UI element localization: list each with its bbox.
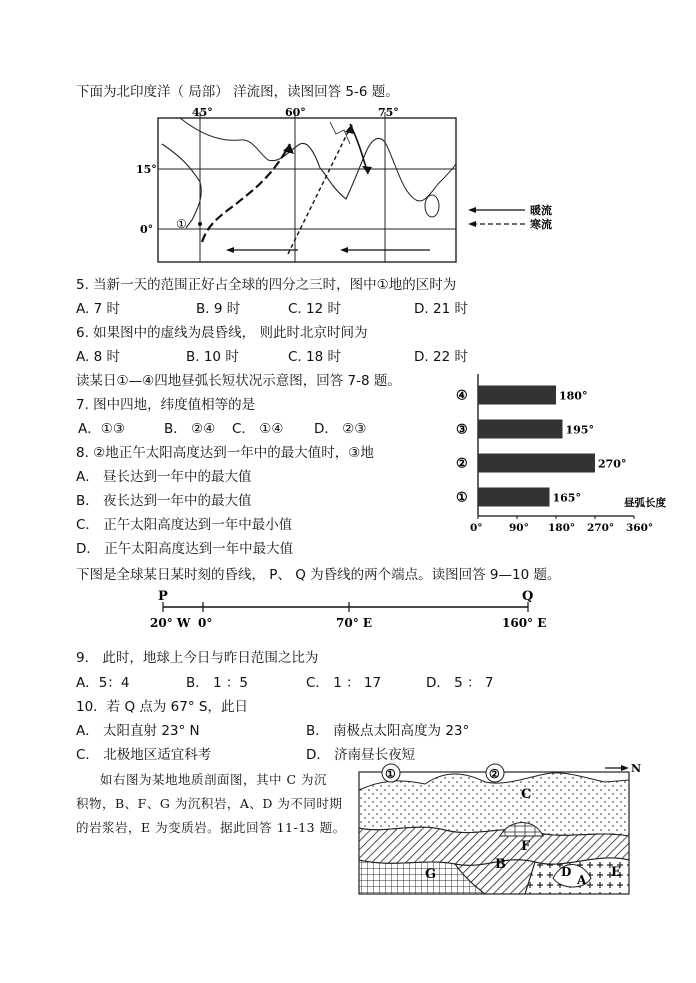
x-tick-label: 270° <box>587 522 615 534</box>
label-d: D <box>561 865 572 879</box>
bar-2 <box>478 420 563 439</box>
geo-marker-2: ② <box>489 767 500 781</box>
intro-9-10: 下图是全球某日某时刻的昏线， P、 Q 为昏线的两个端点。读图回答 9—10 题。 <box>76 567 561 583</box>
q5-stem: 5. 当新一天的范围正好占全球的四分之三时，图中①地的区时为 <box>76 277 457 293</box>
north-label: N <box>631 762 642 775</box>
q9-option-b: B． 1 ：5 <box>186 675 249 691</box>
terminator-dashed <box>288 128 350 254</box>
q9-option-a: A．5：4 <box>76 675 130 691</box>
category-label: ① <box>456 490 468 506</box>
q10-option-c: C． 北极地区适宜科考 <box>76 747 212 763</box>
intro-7-8: 读某日①—④四地昼弧长短状况示意图，回答 7-8 题。 <box>76 373 401 389</box>
arabia-coast <box>180 118 268 160</box>
geo-marker-1: ① <box>385 767 396 781</box>
marker-1: ① <box>176 217 187 231</box>
lon-60: 60° <box>285 106 306 119</box>
value-label: 270° <box>598 457 627 471</box>
sri-lanka <box>425 195 439 217</box>
value-label: 180° <box>559 389 588 403</box>
q6-stem: 6. 如果图中的虚线为晨昏线， 则此时北京时间为 <box>76 325 368 341</box>
q5-option-b: B. 9 时 <box>196 301 241 317</box>
lat-15: 15° <box>136 163 157 176</box>
lat-0: 0° <box>140 223 154 236</box>
bar-4 <box>478 488 550 507</box>
label-e: E <box>611 865 621 880</box>
q9-option-c: C． 1 ： 17 <box>306 675 382 691</box>
label-f: F <box>521 839 531 854</box>
x-tick-label: 180° <box>548 522 576 534</box>
q8-stem: 8. ②地正午太阳高度达到一年中的最大值时，③地 <box>76 445 374 461</box>
tick-20w: 20° W <box>150 616 191 630</box>
label-b: B <box>495 857 506 872</box>
pq-terminator-diagram <box>140 586 570 634</box>
q7-option-b: B． ②④ <box>164 421 216 437</box>
value-label: 165° <box>552 491 581 505</box>
q8-option-d: D． 正午太阳高度达到一年中最大值 <box>76 541 294 557</box>
lon-75: 75° <box>378 106 399 119</box>
x-tick-label: 360° <box>626 522 654 534</box>
q10-option-b: B． 南极点太阳高度为 23° <box>306 723 470 739</box>
q6-option-c: C. 18 时 <box>288 349 341 365</box>
bar-1 <box>478 386 556 405</box>
q8-option-c: C． 正午太阳高度达到一年中最小值 <box>76 517 293 533</box>
label-a: A <box>577 873 587 887</box>
q10-stem: 10．若 Q 点为 67° S，此日 <box>76 699 248 715</box>
bay-coast <box>386 144 456 201</box>
ocean-current-map <box>136 104 600 264</box>
lon-45: 45° <box>192 106 213 119</box>
q7-option-a: A．①③ <box>78 421 125 437</box>
p-label: P <box>158 589 168 604</box>
label-c: C <box>521 787 532 802</box>
tick-0: 0° <box>198 616 213 630</box>
q9-stem: 9． 此时，地球上今日与昨日范围之比为 <box>76 650 319 666</box>
q6-option-d: D. 22 时 <box>414 349 468 365</box>
q5-option-a: A. 7 时 <box>76 301 120 317</box>
x-tick-label: 90° <box>509 522 529 534</box>
category-label: ② <box>456 456 468 472</box>
q9-option-d: D． 5 ： 7 <box>426 675 494 691</box>
x-axis-label: 昼弧长度 <box>624 497 666 509</box>
x-tick-label: 0° <box>470 522 483 534</box>
q5-option-c: C. 12 时 <box>288 301 341 317</box>
q7-option-d: D． ②③ <box>314 421 367 437</box>
intro-11-13-line3: 的岩浆岩，E 为变质岩。据此回答 11-13 题。 <box>76 820 346 835</box>
q5-option-d: D. 21 时 <box>414 301 468 317</box>
africa-coast <box>162 144 201 228</box>
intro-5-6: 下面为北印度洋（ 局部） 洋流图，读图回答 5-6 题。 <box>76 84 399 100</box>
category-label: ③ <box>456 422 468 438</box>
q10-option-a: A． 太阳直射 23° N <box>76 723 200 739</box>
bar-3 <box>478 454 595 473</box>
tick-160e: 160° E <box>502 616 547 630</box>
q8-option-b: B． 夜长达到一年中的最大值 <box>76 493 252 509</box>
q7-option-c: C． ①④ <box>232 421 284 437</box>
value-label: 195° <box>565 423 594 437</box>
day-arc-chart <box>440 370 680 534</box>
intro-11-13-line1: 如右图为某地地质剖面图，其中 C 为沉 <box>100 772 328 787</box>
q-label: Q <box>522 589 534 604</box>
legend-cold: 寒流 <box>530 218 552 231</box>
q8-option-a: A． 昼长达到一年中的最大值 <box>76 469 252 485</box>
label-g: G <box>425 867 437 882</box>
category-label: ④ <box>456 388 468 404</box>
geologic-cross-section <box>355 760 655 898</box>
tick-70e: 70° E <box>336 616 373 630</box>
q6-option-b: B. 10 时 <box>186 349 239 365</box>
q10-option-d: D． 济南昼长夜短 <box>306 747 416 763</box>
q6-option-a: A. 8 时 <box>76 349 120 365</box>
legend-warm: 暖流 <box>530 204 552 217</box>
intro-11-13-line2: 积物，B、F、G 为沉积岩，A、D 为不同时期 <box>76 796 343 811</box>
q7-stem: 7. 图中四地，纬度值相等的是 <box>76 397 256 413</box>
somali-current <box>202 144 290 242</box>
